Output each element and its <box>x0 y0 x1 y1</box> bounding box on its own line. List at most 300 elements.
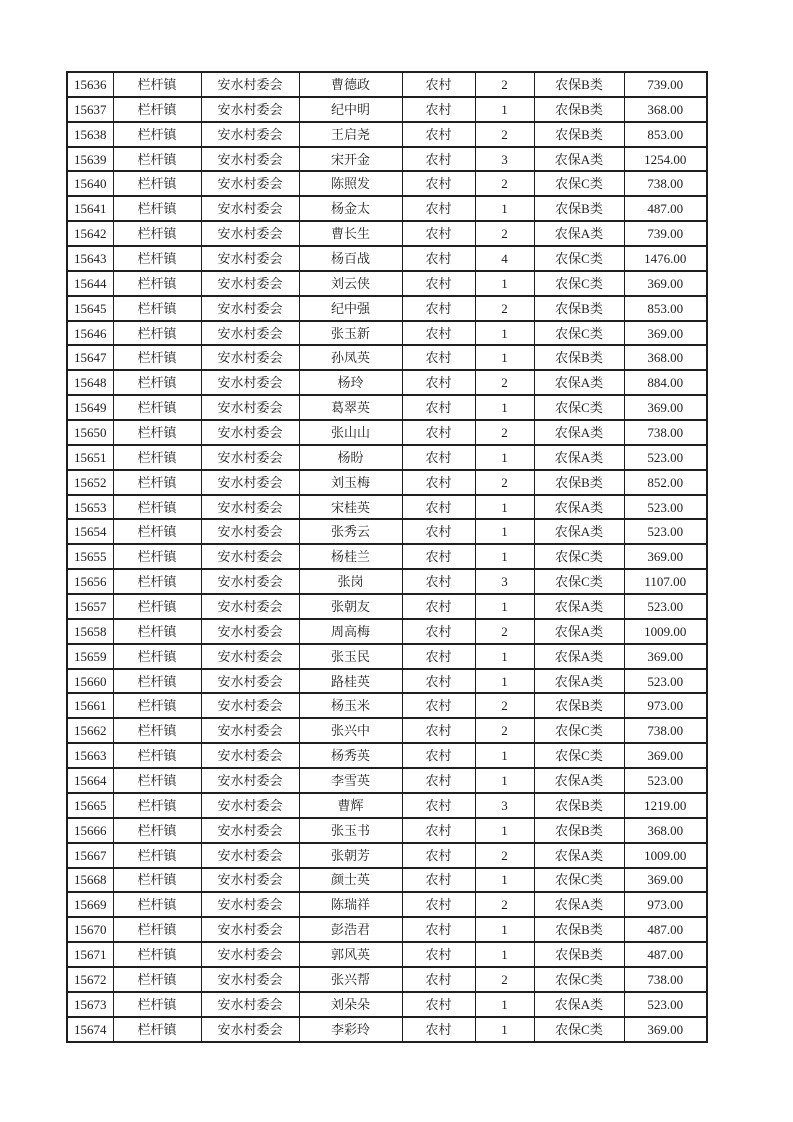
records-table-body <box>67 72 707 1042</box>
table-row <box>67 743 707 768</box>
cell-person-count: 2 <box>475 296 534 321</box>
table-row <box>67 470 707 495</box>
cell-town: 栏杆镇 <box>113 519 201 544</box>
cell-record-id: 15636 <box>67 72 113 97</box>
table-row <box>67 644 707 669</box>
cell-residence-type: 农村 <box>402 72 475 97</box>
cell-village: 安水村委会 <box>201 644 299 669</box>
cell-amount: 852.00 <box>624 470 707 495</box>
cell-village: 安水村委会 <box>201 917 299 942</box>
cell-amount: 369.00 <box>624 644 707 669</box>
cell-person-count: 2 <box>475 470 534 495</box>
cell-residence-type: 农村 <box>402 221 475 246</box>
cell-person-name: 杨桂兰 <box>299 544 402 569</box>
cell-town: 栏杆镇 <box>113 619 201 644</box>
cell-town: 栏杆镇 <box>113 395 201 420</box>
cell-residence-type: 农村 <box>402 644 475 669</box>
cell-record-id: 15640 <box>67 171 113 196</box>
cell-village: 安水村委会 <box>201 942 299 967</box>
table-row <box>67 992 707 1017</box>
cell-residence-type: 农村 <box>402 296 475 321</box>
cell-village: 安水村委会 <box>201 196 299 221</box>
cell-record-id: 15654 <box>67 519 113 544</box>
cell-person-count: 2 <box>475 420 534 445</box>
cell-insurance-category: 农保A类 <box>534 594 624 619</box>
cell-insurance-category: 农保A类 <box>534 892 624 917</box>
cell-town: 栏杆镇 <box>113 321 201 346</box>
cell-person-count: 1 <box>475 669 534 694</box>
cell-village: 安水村委会 <box>201 619 299 644</box>
cell-amount: 523.00 <box>624 594 707 619</box>
cell-insurance-category: 农保C类 <box>534 271 624 296</box>
cell-town: 栏杆镇 <box>113 544 201 569</box>
cell-person-name: 陈瑞祥 <box>299 892 402 917</box>
cell-village: 安水村委会 <box>201 72 299 97</box>
cell-person-name: 刘云侠 <box>299 271 402 296</box>
cell-residence-type: 农村 <box>402 942 475 967</box>
cell-insurance-category: 农保B类 <box>534 818 624 843</box>
cell-person-name: 李彩玲 <box>299 1017 402 1042</box>
cell-person-name: 颜士英 <box>299 868 402 893</box>
cell-person-count: 1 <box>475 445 534 470</box>
cell-person-name: 杨玉米 <box>299 693 402 718</box>
cell-person-count: 1 <box>475 271 534 296</box>
cell-amount: 487.00 <box>624 942 707 967</box>
cell-record-id: 15638 <box>67 122 113 147</box>
cell-residence-type: 农村 <box>402 470 475 495</box>
cell-record-id: 15646 <box>67 321 113 346</box>
cell-residence-type: 农村 <box>402 967 475 992</box>
cell-residence-type: 农村 <box>402 892 475 917</box>
cell-person-name: 张玉民 <box>299 644 402 669</box>
cell-person-name: 宋桂英 <box>299 495 402 520</box>
cell-village: 安水村委会 <box>201 395 299 420</box>
cell-amount: 369.00 <box>624 321 707 346</box>
cell-record-id: 15663 <box>67 743 113 768</box>
cell-person-count: 2 <box>475 718 534 743</box>
cell-residence-type: 农村 <box>402 420 475 445</box>
table-row <box>67 221 707 246</box>
cell-amount: 739.00 <box>624 221 707 246</box>
cell-village: 安水村委会 <box>201 868 299 893</box>
cell-person-name: 彭浩君 <box>299 917 402 942</box>
cell-insurance-category: 农保A类 <box>534 644 624 669</box>
cell-town: 栏杆镇 <box>113 370 201 395</box>
cell-amount: 1009.00 <box>624 843 707 868</box>
cell-amount: 1476.00 <box>624 246 707 271</box>
cell-residence-type: 农村 <box>402 519 475 544</box>
cell-insurance-category: 农保A类 <box>534 992 624 1017</box>
cell-town: 栏杆镇 <box>113 420 201 445</box>
cell-record-id: 15649 <box>67 395 113 420</box>
cell-residence-type: 农村 <box>402 495 475 520</box>
cell-record-id: 15664 <box>67 768 113 793</box>
cell-person-count: 2 <box>475 693 534 718</box>
cell-village: 安水村委会 <box>201 743 299 768</box>
table-row <box>67 1017 707 1042</box>
cell-insurance-category: 农保A类 <box>534 445 624 470</box>
cell-record-id: 15665 <box>67 793 113 818</box>
table-row <box>67 693 707 718</box>
cell-amount: 739.00 <box>624 72 707 97</box>
table-row <box>67 519 707 544</box>
cell-insurance-category: 农保C类 <box>534 967 624 992</box>
cell-person-count: 2 <box>475 72 534 97</box>
cell-record-id: 15650 <box>67 420 113 445</box>
cell-insurance-category: 农保B类 <box>534 942 624 967</box>
cell-town: 栏杆镇 <box>113 967 201 992</box>
cell-residence-type: 农村 <box>402 818 475 843</box>
table-row <box>67 569 707 594</box>
cell-amount: 523.00 <box>624 495 707 520</box>
cell-residence-type: 农村 <box>402 917 475 942</box>
cell-insurance-category: 农保B类 <box>534 97 624 122</box>
cell-amount: 523.00 <box>624 669 707 694</box>
cell-residence-type: 农村 <box>402 868 475 893</box>
cell-town: 栏杆镇 <box>113 72 201 97</box>
cell-record-id: 15674 <box>67 1017 113 1042</box>
cell-person-count: 1 <box>475 544 534 569</box>
cell-person-count: 1 <box>475 1017 534 1042</box>
cell-insurance-category: 农保A类 <box>534 619 624 644</box>
cell-village: 安水村委会 <box>201 470 299 495</box>
cell-person-count: 3 <box>475 147 534 172</box>
cell-person-name: 纪中明 <box>299 97 402 122</box>
cell-amount: 738.00 <box>624 967 707 992</box>
cell-record-id: 15659 <box>67 644 113 669</box>
cell-residence-type: 农村 <box>402 743 475 768</box>
cell-town: 栏杆镇 <box>113 196 201 221</box>
cell-residence-type: 农村 <box>402 569 475 594</box>
cell-person-count: 1 <box>475 868 534 893</box>
cell-person-count: 1 <box>475 917 534 942</box>
cell-village: 安水村委会 <box>201 97 299 122</box>
cell-insurance-category: 农保A类 <box>534 768 624 793</box>
cell-record-id: 15668 <box>67 868 113 893</box>
cell-insurance-category: 农保B类 <box>534 196 624 221</box>
cell-residence-type: 农村 <box>402 992 475 1017</box>
cell-amount: 973.00 <box>624 693 707 718</box>
cell-person-name: 曹长生 <box>299 221 402 246</box>
cell-person-name: 杨秀英 <box>299 743 402 768</box>
cell-person-count: 2 <box>475 843 534 868</box>
cell-insurance-category: 农保A类 <box>534 669 624 694</box>
cell-person-name: 张朝芳 <box>299 843 402 868</box>
cell-insurance-category: 农保B类 <box>534 345 624 370</box>
cell-record-id: 15673 <box>67 992 113 1017</box>
cell-person-count: 3 <box>475 793 534 818</box>
cell-town: 栏杆镇 <box>113 644 201 669</box>
cell-town: 栏杆镇 <box>113 97 201 122</box>
cell-record-id: 15648 <box>67 370 113 395</box>
cell-amount: 523.00 <box>624 519 707 544</box>
cell-insurance-category: 农保B类 <box>534 470 624 495</box>
cell-town: 栏杆镇 <box>113 445 201 470</box>
cell-record-id: 15642 <box>67 221 113 246</box>
cell-insurance-category: 农保C类 <box>534 718 624 743</box>
cell-record-id: 15666 <box>67 818 113 843</box>
cell-village: 安水村委会 <box>201 1017 299 1042</box>
cell-person-name: 纪中强 <box>299 296 402 321</box>
table-row <box>67 594 707 619</box>
cell-person-name: 曹辉 <box>299 793 402 818</box>
cell-town: 栏杆镇 <box>113 594 201 619</box>
cell-record-id: 15652 <box>67 470 113 495</box>
cell-town: 栏杆镇 <box>113 892 201 917</box>
table-row <box>67 271 707 296</box>
cell-amount: 1009.00 <box>624 619 707 644</box>
cell-person-count: 1 <box>475 942 534 967</box>
cell-record-id: 15670 <box>67 917 113 942</box>
cell-town: 栏杆镇 <box>113 718 201 743</box>
cell-insurance-category: 农保C类 <box>534 171 624 196</box>
cell-record-id: 15656 <box>67 569 113 594</box>
cell-insurance-category: 农保B类 <box>534 296 624 321</box>
cell-person-count: 1 <box>475 992 534 1017</box>
cell-insurance-category: 农保C类 <box>534 321 624 346</box>
cell-amount: 853.00 <box>624 122 707 147</box>
cell-amount: 369.00 <box>624 544 707 569</box>
table-row <box>67 495 707 520</box>
table-row <box>67 942 707 967</box>
table-row <box>67 395 707 420</box>
cell-amount: 1107.00 <box>624 569 707 594</box>
cell-person-name: 杨百战 <box>299 246 402 271</box>
cell-person-count: 4 <box>475 246 534 271</box>
cell-record-id: 15637 <box>67 97 113 122</box>
cell-village: 安水村委会 <box>201 843 299 868</box>
cell-person-name: 孙凤英 <box>299 345 402 370</box>
cell-village: 安水村委会 <box>201 594 299 619</box>
cell-residence-type: 农村 <box>402 594 475 619</box>
cell-residence-type: 农村 <box>402 768 475 793</box>
cell-village: 安水村委会 <box>201 544 299 569</box>
cell-amount: 738.00 <box>624 420 707 445</box>
cell-person-count: 1 <box>475 495 534 520</box>
cell-residence-type: 农村 <box>402 345 475 370</box>
cell-person-count: 1 <box>475 644 534 669</box>
table-row <box>67 321 707 346</box>
cell-village: 安水村委会 <box>201 992 299 1017</box>
records-table <box>66 71 708 1043</box>
table-row <box>67 420 707 445</box>
cell-insurance-category: 农保C类 <box>534 544 624 569</box>
cell-amount: 369.00 <box>624 1017 707 1042</box>
cell-record-id: 15671 <box>67 942 113 967</box>
cell-town: 栏杆镇 <box>113 345 201 370</box>
cell-insurance-category: 农保C类 <box>534 569 624 594</box>
cell-person-count: 1 <box>475 196 534 221</box>
cell-insurance-category: 农保B类 <box>534 693 624 718</box>
cell-amount: 523.00 <box>624 768 707 793</box>
cell-person-count: 2 <box>475 171 534 196</box>
cell-town: 栏杆镇 <box>113 271 201 296</box>
cell-amount: 487.00 <box>624 196 707 221</box>
cell-insurance-category: 农保C类 <box>534 246 624 271</box>
cell-residence-type: 农村 <box>402 1017 475 1042</box>
cell-insurance-category: 农保A类 <box>534 420 624 445</box>
table-row <box>67 72 707 97</box>
cell-residence-type: 农村 <box>402 843 475 868</box>
cell-person-count: 2 <box>475 967 534 992</box>
cell-record-id: 15655 <box>67 544 113 569</box>
cell-residence-type: 农村 <box>402 321 475 346</box>
table-row <box>67 445 707 470</box>
cell-person-count: 1 <box>475 97 534 122</box>
cell-village: 安水村委会 <box>201 420 299 445</box>
cell-person-count: 1 <box>475 395 534 420</box>
cell-amount: 738.00 <box>624 718 707 743</box>
cell-town: 栏杆镇 <box>113 868 201 893</box>
cell-amount: 369.00 <box>624 395 707 420</box>
cell-person-name: 张岗 <box>299 569 402 594</box>
cell-residence-type: 农村 <box>402 370 475 395</box>
cell-amount: 884.00 <box>624 370 707 395</box>
cell-person-name: 曹德政 <box>299 72 402 97</box>
cell-person-name: 杨金太 <box>299 196 402 221</box>
cell-person-name: 张秀云 <box>299 519 402 544</box>
table-row <box>67 544 707 569</box>
cell-town: 栏杆镇 <box>113 743 201 768</box>
cell-insurance-category: 农保A类 <box>534 147 624 172</box>
cell-town: 栏杆镇 <box>113 793 201 818</box>
cell-village: 安水村委会 <box>201 221 299 246</box>
cell-village: 安水村委会 <box>201 693 299 718</box>
cell-amount: 738.00 <box>624 171 707 196</box>
cell-record-id: 15669 <box>67 892 113 917</box>
table-row <box>67 793 707 818</box>
cell-person-name: 张朝友 <box>299 594 402 619</box>
cell-insurance-category: 农保B类 <box>534 122 624 147</box>
cell-insurance-category: 农保C类 <box>534 868 624 893</box>
table-row <box>67 718 707 743</box>
cell-village: 安水村委会 <box>201 818 299 843</box>
cell-village: 安水村委会 <box>201 569 299 594</box>
cell-town: 栏杆镇 <box>113 470 201 495</box>
cell-insurance-category: 农保A类 <box>534 843 624 868</box>
cell-town: 栏杆镇 <box>113 171 201 196</box>
table-row <box>67 917 707 942</box>
cell-insurance-category: 农保C类 <box>534 1017 624 1042</box>
cell-amount: 369.00 <box>624 743 707 768</box>
cell-record-id: 15643 <box>67 246 113 271</box>
cell-village: 安水村委会 <box>201 768 299 793</box>
table-row <box>67 843 707 868</box>
table-row <box>67 171 707 196</box>
table-row <box>67 370 707 395</box>
cell-person-count: 1 <box>475 743 534 768</box>
cell-insurance-category: 农保A类 <box>534 519 624 544</box>
cell-amount: 523.00 <box>624 992 707 1017</box>
cell-person-count: 2 <box>475 619 534 644</box>
cell-person-count: 2 <box>475 122 534 147</box>
cell-person-name: 陈照发 <box>299 171 402 196</box>
cell-record-id: 15651 <box>67 445 113 470</box>
cell-town: 栏杆镇 <box>113 296 201 321</box>
cell-town: 栏杆镇 <box>113 843 201 868</box>
cell-town: 栏杆镇 <box>113 1017 201 1042</box>
cell-town: 栏杆镇 <box>113 569 201 594</box>
cell-village: 安水村委会 <box>201 271 299 296</box>
cell-village: 安水村委会 <box>201 669 299 694</box>
cell-residence-type: 农村 <box>402 693 475 718</box>
cell-town: 栏杆镇 <box>113 693 201 718</box>
cell-person-count: 1 <box>475 768 534 793</box>
cell-town: 栏杆镇 <box>113 942 201 967</box>
cell-insurance-category: 农保B类 <box>534 917 624 942</box>
cell-person-name: 李雪英 <box>299 768 402 793</box>
cell-record-id: 15639 <box>67 147 113 172</box>
cell-village: 安水村委会 <box>201 967 299 992</box>
table-row <box>67 619 707 644</box>
table-row <box>67 868 707 893</box>
cell-amount: 369.00 <box>624 271 707 296</box>
cell-village: 安水村委会 <box>201 147 299 172</box>
cell-residence-type: 农村 <box>402 395 475 420</box>
cell-village: 安水村委会 <box>201 246 299 271</box>
cell-residence-type: 农村 <box>402 271 475 296</box>
cell-record-id: 15672 <box>67 967 113 992</box>
table-row <box>67 818 707 843</box>
table-row <box>67 669 707 694</box>
cell-person-name: 刘朵朵 <box>299 992 402 1017</box>
cell-record-id: 15657 <box>67 594 113 619</box>
cell-amount: 523.00 <box>624 445 707 470</box>
cell-amount: 368.00 <box>624 345 707 370</box>
cell-amount: 487.00 <box>624 917 707 942</box>
cell-residence-type: 农村 <box>402 718 475 743</box>
cell-person-name: 王启尧 <box>299 122 402 147</box>
cell-town: 栏杆镇 <box>113 122 201 147</box>
cell-town: 栏杆镇 <box>113 992 201 1017</box>
cell-town: 栏杆镇 <box>113 495 201 520</box>
cell-village: 安水村委会 <box>201 793 299 818</box>
cell-record-id: 15661 <box>67 693 113 718</box>
table-row <box>67 147 707 172</box>
cell-record-id: 15641 <box>67 196 113 221</box>
cell-town: 栏杆镇 <box>113 246 201 271</box>
cell-amount: 853.00 <box>624 296 707 321</box>
cell-record-id: 15644 <box>67 271 113 296</box>
table-row <box>67 97 707 122</box>
cell-person-count: 1 <box>475 818 534 843</box>
cell-record-id: 15662 <box>67 718 113 743</box>
cell-residence-type: 农村 <box>402 619 475 644</box>
cell-village: 安水村委会 <box>201 892 299 917</box>
cell-record-id: 15653 <box>67 495 113 520</box>
cell-person-count: 1 <box>475 345 534 370</box>
cell-residence-type: 农村 <box>402 793 475 818</box>
cell-record-id: 15647 <box>67 345 113 370</box>
cell-insurance-category: 农保A类 <box>534 370 624 395</box>
cell-residence-type: 农村 <box>402 196 475 221</box>
cell-residence-type: 农村 <box>402 544 475 569</box>
cell-town: 栏杆镇 <box>113 768 201 793</box>
cell-amount: 1219.00 <box>624 793 707 818</box>
cell-person-name: 张兴帮 <box>299 967 402 992</box>
cell-insurance-category: 农保A类 <box>534 495 624 520</box>
cell-residence-type: 农村 <box>402 669 475 694</box>
cell-person-name: 张玉新 <box>299 321 402 346</box>
cell-person-name: 张兴中 <box>299 718 402 743</box>
cell-insurance-category: 农保B类 <box>534 72 624 97</box>
cell-person-name: 葛翠英 <box>299 395 402 420</box>
table-row <box>67 345 707 370</box>
cell-person-name: 周高梅 <box>299 619 402 644</box>
cell-person-count: 3 <box>475 569 534 594</box>
cell-amount: 973.00 <box>624 892 707 917</box>
table-row <box>67 967 707 992</box>
